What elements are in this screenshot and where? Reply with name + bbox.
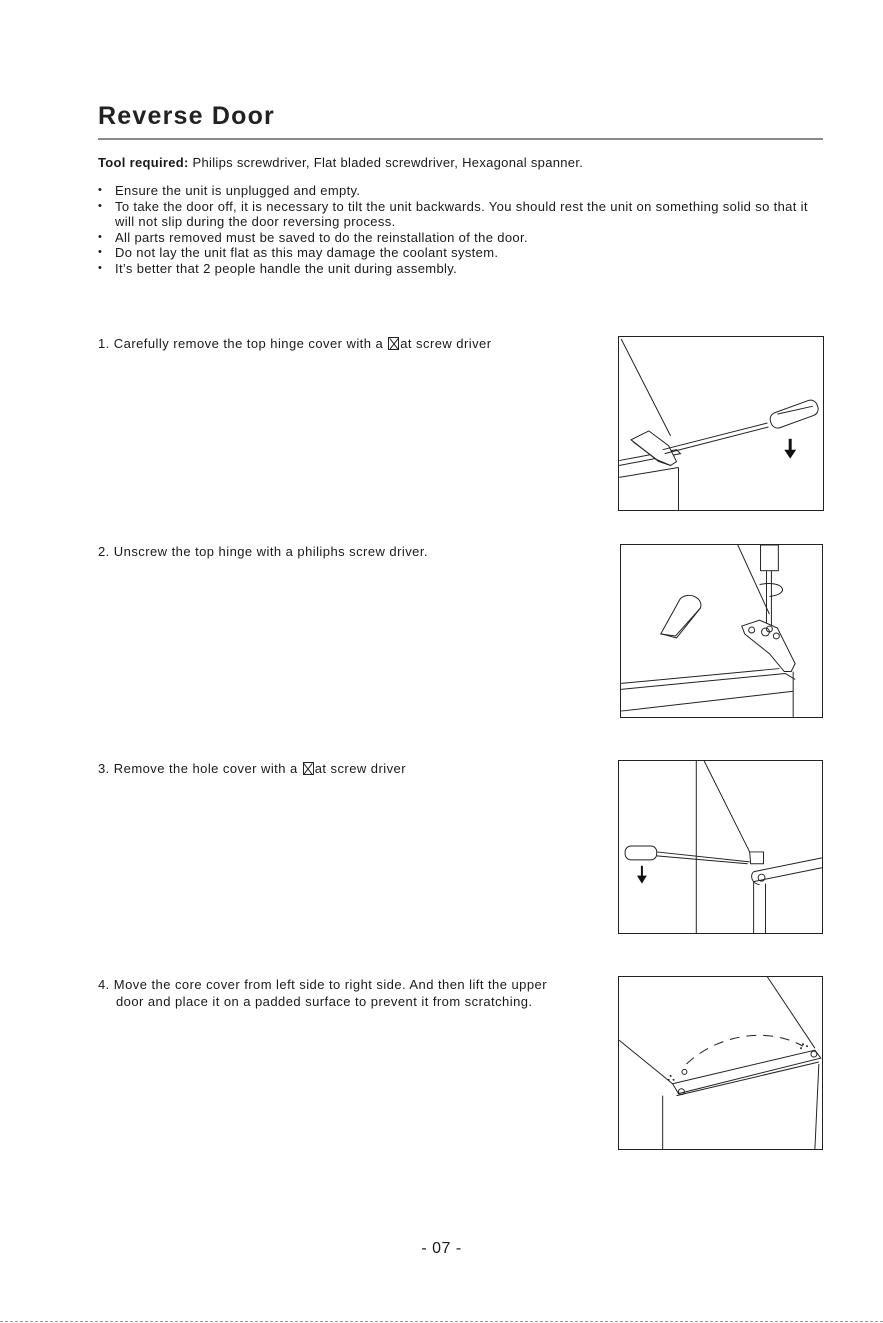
tools-label: Tool required:: [98, 155, 189, 170]
step-4-illustration: [618, 976, 823, 1150]
bullet-item: • To take the door off, it is necessary to tilt the unit backwards. You should rest the unit on something solid so that it will not slip during the door reversing process.: [98, 199, 828, 230]
missing-glyph-box-icon: [303, 762, 314, 775]
step-2-text: 2. Unscrew the top hinge with a philiphs screw driver.: [98, 544, 428, 559]
page-bottom-rule: [0, 1321, 883, 1322]
step-4-line-2: door and place it on a padded surface to prevent it from scratching.: [116, 994, 533, 1009]
missing-glyph-box-icon: [388, 337, 399, 350]
step-3-text-a: 3. Remove the hole cover with a: [98, 761, 302, 776]
down-arrow-icon: [637, 866, 647, 884]
bullet-item: • It’s better that 2 people handle the unit during assembly.: [98, 261, 828, 277]
unscrew-top-hinge-drawing: [621, 545, 822, 717]
step-1-text: [98, 335, 598, 352]
step-3-text-b: at screw driver: [314, 761, 406, 776]
down-arrow-icon: [784, 439, 796, 459]
step-2-illustration: [620, 544, 823, 718]
bullet-item: • Ensure the unit is unplugged and empty.: [98, 183, 828, 199]
tools-required: [98, 155, 583, 170]
step-4-line-1: 4. Move the core cover from left side to right side. And then lift the upper: [98, 977, 547, 992]
page-title: Reverse Door: [98, 102, 275, 130]
remove-hole-cover-drawing: [619, 761, 822, 933]
step-1-text-b: at screw driver: [400, 336, 492, 351]
step-4-text: [98, 976, 598, 1010]
step-1-illustration: [618, 336, 824, 511]
page-number: - 07 -: [421, 1240, 462, 1257]
step-1-text-a: 1. Carefully remove the top hinge cover with a: [98, 336, 388, 351]
remove-hinge-cover-drawing: [619, 337, 823, 510]
title-divider: [98, 138, 823, 140]
tools-text: Philips screwdriver, Flat bladed screwdriver, Hexagonal spanner.: [188, 155, 584, 170]
move-core-cover-drawing: [619, 977, 822, 1149]
bullet-item: • All parts removed must be saved to do the reinstallation of the door.: [98, 230, 828, 246]
step-3-illustration: [618, 760, 823, 934]
precautions-list: [98, 183, 828, 277]
bullet-item: • Do not lay the unit flat as this may damage the coolant system.: [98, 245, 828, 261]
step-3-text: [98, 760, 598, 777]
